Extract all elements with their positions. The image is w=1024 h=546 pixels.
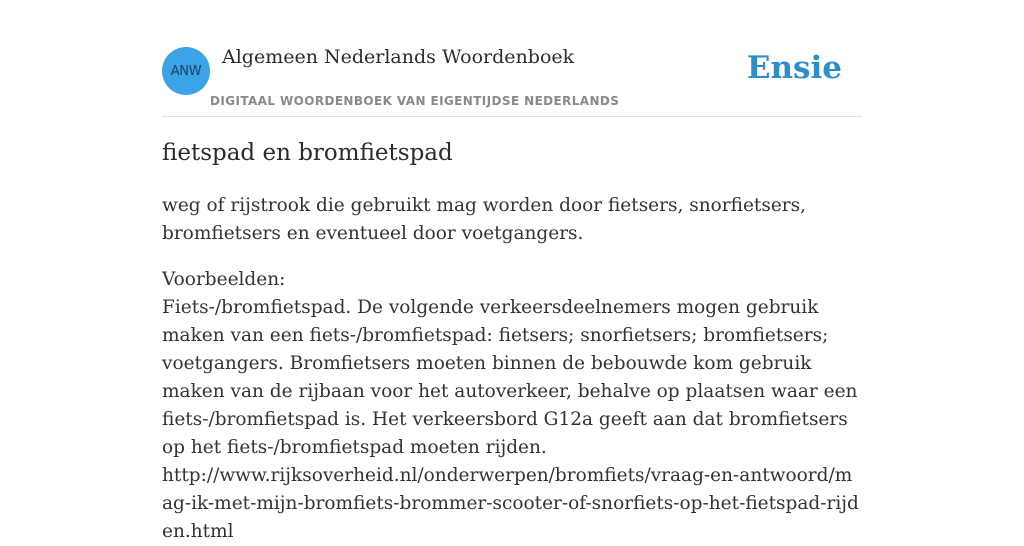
site-header [162, 0, 862, 117]
anw-logo-text: ANW [170, 63, 202, 79]
page-container [162, 0, 862, 542]
site-title[interactable]: Algemeen Nederlands Woordenboek [222, 46, 575, 68]
entry-examples [162, 266, 862, 546]
example-source-link[interactable]: http://www.rijksoverheid.nl/onderwerpen/bromfiets/vraag-en-antwoord/mag-ik-met-mijn-bromfiets-brommer-scooter-of-snorfiets-op-het-fietspad-rijden.html [162, 465, 859, 542]
entry-headword: fietspad en bromfietspad [162, 140, 453, 166]
ensie-brand-link[interactable]: Ensie [746, 50, 842, 86]
examples-label: Voorbeelden: [162, 269, 286, 290]
example-text: Fiets-/bromfietspad. De volgende verkeersdeelnemers mogen gebruik maken van een fiets-/bromfietspad: fietsers; snorfietsers; bromfietsers; voetgangers. Bromfietsers moeten binnen de bebouwde kom gebruik maken van de rijbaan voor het autoverkeer, behalve op plaatsen waar een fiets-/bromfietspad is. Het verkeersbord G12a geeft aan dat bromfietsers op het fiets-/bromfietspad moeten rijden. [162, 297, 858, 458]
anw-logo[interactable] [162, 47, 210, 95]
site-subtitle: DIGITAAL WOORDENBOEK VAN EIGENTIJDSE NEDERLANDS [210, 94, 620, 108]
entry-definition: weg of rijstrook die gebruikt mag worden door fietsers, snorfietsers, bromfietsers en eventueel door voetgangers. [162, 195, 807, 244]
